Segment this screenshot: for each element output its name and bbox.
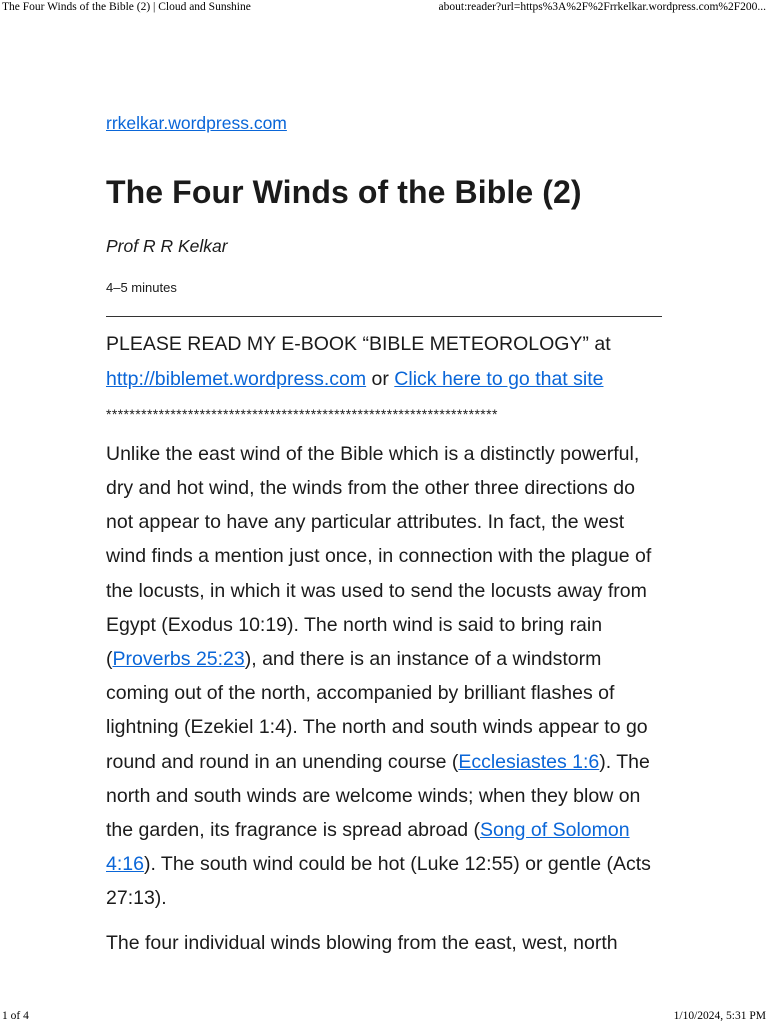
body-paragraph-1 bbox=[106, 437, 666, 916]
asterisk-separator: ******************************************************************* bbox=[106, 405, 498, 422]
reading-time: 4–5 minutes bbox=[106, 280, 177, 296]
body-paragraph-2: The four individual winds blowing from the east, west, north bbox=[106, 931, 618, 954]
paragraph-text: ). The south wind could be hot (Luke 12:55) or gentle (Acts 27:13). bbox=[106, 853, 651, 910]
promo-or-text: or bbox=[366, 367, 395, 390]
promo-paragraph bbox=[106, 327, 666, 395]
print-datetime: 1/10/2024, 5:31 PM bbox=[673, 1010, 766, 1022]
promo-text: PLEASE READ MY E-BOOK “BIBLE METEOROLOGY” at bbox=[106, 333, 611, 356]
biblemet-link[interactable]: http://biblemet.wordpress.com bbox=[106, 367, 367, 390]
site-link[interactable]: rrkelkar.wordpress.com bbox=[106, 113, 287, 133]
print-page-title: The Four Winds of the Bible (2) | Cloud and Sunshine bbox=[2, 1, 251, 13]
page-number: 1 of 4 bbox=[2, 1010, 29, 1022]
article-title: The Four Winds of the Bible (2) bbox=[106, 174, 582, 210]
go-to-site-link[interactable]: Click here to go that site bbox=[394, 367, 604, 390]
ecclesiastes-link[interactable]: Ecclesiastes 1:6 bbox=[458, 750, 600, 773]
print-header bbox=[0, 1, 768, 13]
reader-article bbox=[106, 113, 666, 960]
author-byline: Prof R R Kelkar bbox=[106, 236, 228, 257]
print-footer bbox=[0, 1010, 768, 1022]
proverbs-link[interactable]: Proverbs 25:23 bbox=[112, 648, 245, 671]
paragraph-text: ), and there is an instance of a windstorm coming out of the north, accompanied by brilliant flashes of lightning (Ezekiel 1:4). The north and south winds appear to go round and round in an unending course ( bbox=[106, 648, 648, 773]
print-page-url: about:reader?url=https%3A%2F%2Frrkelkar.wordpress.com%2F200... bbox=[438, 1, 766, 13]
paragraph-text: ). The north and south winds are welcome winds; when they blow on the garden, its fragrance is spread abroad ( bbox=[106, 750, 650, 842]
header-divider bbox=[106, 316, 662, 317]
paragraph-text: Unlike the east wind of the Bible which is a distinctly powerful, dry and hot wind, the winds from the other three directions do not appear to have any particular attributes. In fact, the west wind finds a mention just once, in connection with the plague of the locusts, in which it was used to send the locusts away from Egypt (Exodus 10:19). The north wind is said to bring rain ( bbox=[106, 442, 652, 671]
song-of-solomon-link[interactable]: Song of Solomon 4:16 bbox=[106, 819, 630, 876]
